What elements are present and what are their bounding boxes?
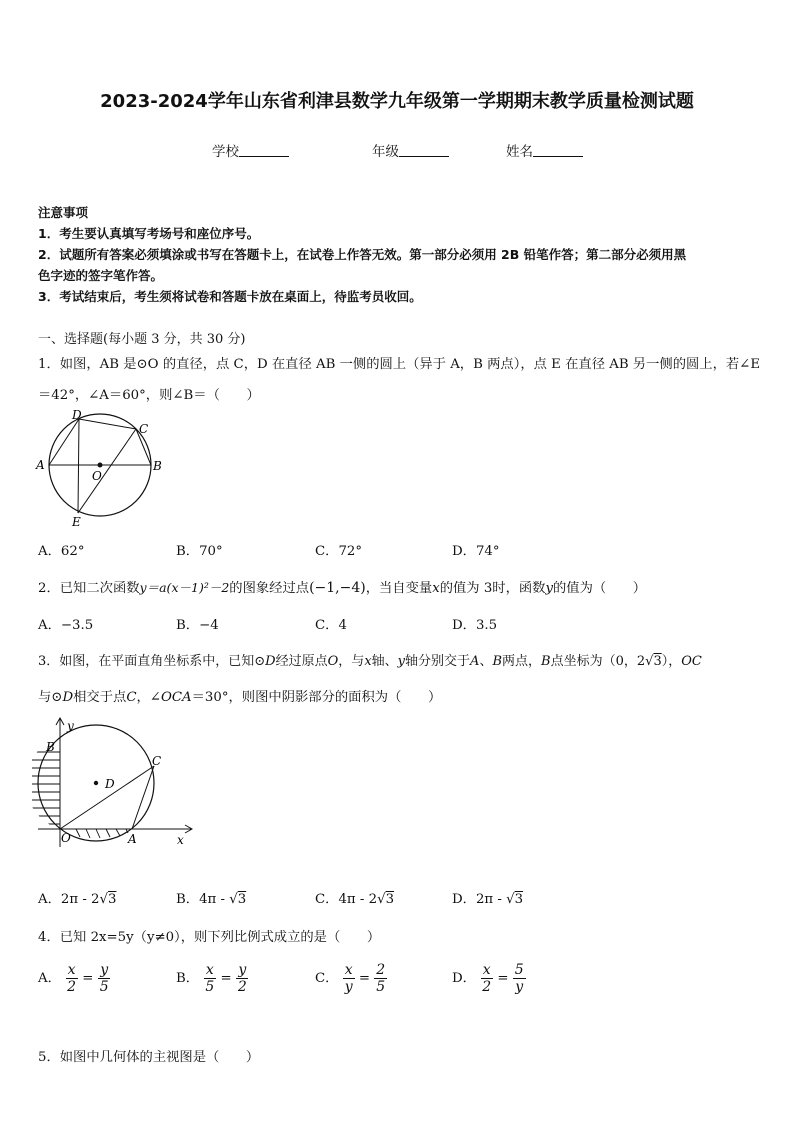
- question-2: [38, 577, 646, 596]
- q3-option-text: A．2π - 2: [38, 892, 100, 907]
- q2-text: 2．已知二次函数: [38, 581, 140, 596]
- q4-option-a[interactable]: A． $\frac{x}{2}$ = $\frac{y}{5}$: [38, 962, 109, 995]
- q3-text: ＝30°，则图中阴影部分的面积为（ ）: [191, 690, 442, 705]
- notice-item: 3．考试结束后，考生须将试卷和答题卡放在桌面上，待监考员收回。: [38, 289, 422, 304]
- label-A: A: [36, 458, 45, 472]
- q3-var: C: [126, 690, 137, 705]
- label-C: C: [139, 422, 149, 436]
- q3-option-radicand: 3: [237, 892, 247, 907]
- fraction: [374, 962, 387, 995]
- q3-text: 轴、: [371, 654, 398, 669]
- q3-option-radicand: 3: [514, 892, 524, 907]
- q3-text: ，与: [338, 654, 365, 669]
- notice-heading: 注意事项: [38, 205, 89, 220]
- q2-option-c[interactable]: C．4: [315, 618, 347, 633]
- q1-option-b[interactable]: B．70°: [176, 544, 223, 559]
- q3-text: 两点，: [502, 654, 542, 669]
- option-label: B．: [176, 971, 200, 986]
- denominator: 5: [99, 979, 109, 995]
- denominator: 2: [482, 979, 492, 995]
- notice-item: 2．试题所有答案必须填涂或书写在答题卡上，在试卷上作答无效。第一部分必须用 2B 铅笔作答；第二部分必须用黑: [38, 247, 687, 262]
- q4-option-d[interactable]: D． $\frac{x}{2}$ = $\frac{5}{y}$: [452, 962, 524, 995]
- fraction: [203, 962, 216, 995]
- numerator: 5: [514, 962, 524, 978]
- question-5: 5．如图中几何体的主视图是（ ）: [38, 1050, 260, 1065]
- fraction: [65, 962, 78, 995]
- numerator: x: [344, 962, 353, 978]
- q2-option-d[interactable]: D．3.5: [452, 618, 498, 633]
- denominator: y: [515, 979, 524, 995]
- q3-text: 、: [479, 654, 493, 669]
- q3-text: 与⊙: [38, 690, 63, 705]
- name-field: [506, 140, 583, 160]
- notice-item: 色字迹的签字笔作答。: [38, 268, 164, 283]
- notice-item: 1．考生要认真填写考场号和座位序号。: [38, 226, 260, 241]
- grade-label: 年级: [372, 144, 399, 160]
- q3-option-text: C．4π - 2: [315, 892, 378, 907]
- q3-text: 轴分别交于: [405, 654, 471, 669]
- label-C: C: [152, 754, 162, 768]
- label-O: O: [92, 469, 102, 483]
- q3-var: B: [492, 654, 503, 669]
- fraction: [98, 962, 111, 995]
- grade-blank: [399, 143, 449, 157]
- name-label: 姓名: [506, 144, 533, 160]
- q3-text: 相交于点: [73, 690, 127, 705]
- section-heading: 一、选择题(每小题 3 分，共 30 分): [38, 332, 246, 347]
- question-3-line1: 3．如图，在平面直角坐标系中，已知⊙D经过原点O，与x轴、y轴分别交于A、B两点，B点坐标为（0，2√3），OC: [38, 654, 702, 669]
- q2-text: 的图象经过点: [229, 581, 310, 596]
- q4-option-b[interactable]: B． $\frac{x}{5}$ = $\frac{y}{2}$: [176, 962, 247, 995]
- q3-text: 经过原点: [275, 654, 328, 669]
- q3-var: x: [364, 654, 372, 669]
- fraction: [513, 962, 526, 995]
- q3-option-b[interactable]: B．4π - √3: [176, 892, 247, 907]
- circle-diagram-q1: [32, 405, 168, 531]
- label-A: A: [128, 832, 137, 846]
- question-4: 4．已知 2x=5y（y≠0），则下列比例式成立的是（ ）: [38, 930, 381, 945]
- question-1-line2: ＝42°，∠A＝60°，则∠B＝（ ）: [38, 388, 260, 403]
- q1-option-c[interactable]: C．72°: [315, 544, 363, 559]
- q2-text: 的值为 3时，函数: [439, 581, 546, 596]
- label-B: B: [153, 459, 162, 473]
- axis-label-y: y: [67, 719, 74, 733]
- q3-var: OCA: [160, 690, 192, 705]
- label-D: D: [105, 777, 115, 791]
- numerator: x: [482, 962, 491, 978]
- label-B: B: [46, 740, 55, 754]
- numerator: y: [238, 962, 247, 978]
- q3-text: 点坐标为（0，2: [550, 654, 646, 669]
- numerator: x: [67, 962, 76, 978]
- q1-option-d[interactable]: D．74°: [452, 544, 500, 559]
- q3-var: A: [470, 654, 480, 669]
- q2-function: y＝a(x－1)²－2: [139, 580, 230, 595]
- denominator: y: [344, 979, 353, 995]
- q3-var: O: [327, 654, 339, 669]
- q3-option-c[interactable]: C．4π - 2√3: [315, 892, 395, 907]
- school-field: [212, 140, 289, 160]
- question-3-line2: [38, 686, 441, 705]
- q3-option-text: D．2π -: [452, 892, 507, 907]
- q3-var: D: [62, 690, 74, 705]
- label-O: O: [61, 831, 71, 845]
- q2-point: (−1,−4): [309, 580, 366, 596]
- denominator: 2: [237, 979, 247, 995]
- q3-option-radicand: 3: [385, 892, 395, 907]
- q2-var-x: x: [432, 581, 440, 596]
- school-blank: [239, 143, 289, 157]
- q3-option-d[interactable]: D．2π - √3: [452, 892, 524, 907]
- numerator: y: [100, 962, 109, 978]
- q3-var: B: [541, 654, 551, 669]
- q3-option-radicand: 3: [108, 892, 117, 907]
- q3-radicand: 3: [653, 654, 662, 669]
- q3-var: y: [397, 654, 406, 669]
- denominator: 5: [205, 979, 215, 995]
- q3-text: ，∠: [136, 690, 161, 705]
- numerator: 2: [376, 962, 386, 978]
- q3-option-text: B．4π -: [176, 892, 230, 907]
- denominator: 2: [67, 979, 77, 995]
- q3-var: OC: [681, 654, 702, 669]
- q4-option-c[interactable]: C． $\frac{x}{y}$ = $\frac{2}{5}$: [315, 962, 386, 995]
- q2-var-y: y: [545, 581, 553, 596]
- q2-text: ，当自变量: [365, 581, 433, 596]
- label-D: D: [72, 408, 82, 422]
- option-label: A．: [38, 971, 61, 986]
- q2-option-b[interactable]: B．−4: [176, 618, 219, 633]
- q3-option-a[interactable]: A．2π - 2√3: [38, 892, 117, 907]
- axis-label-x: x: [177, 833, 184, 847]
- q3-text: 3．如图，在平面直角坐标系中，已知⊙: [38, 654, 266, 669]
- numerator: x: [205, 962, 214, 978]
- grade-field: [372, 140, 449, 160]
- question-1-line1: 1．如图，AB 是⊙O 的直径，点 C，D 在直径 AB 一侧的圆上（异于 A，B 两点），点 E 在直径 AB 另一侧的圆上，若∠E: [38, 357, 761, 372]
- denominator: 5: [376, 979, 386, 995]
- name-blank: [533, 143, 583, 157]
- q1-option-a[interactable]: A．62°: [38, 544, 85, 559]
- fraction: [343, 962, 355, 995]
- option-label: D．: [452, 971, 476, 986]
- coordinate-diagram-q3: [32, 712, 202, 852]
- school-label: 学校: [212, 144, 239, 160]
- q2-option-a[interactable]: A．−3.5: [38, 618, 94, 633]
- q2-text: 的值为（ ）: [552, 581, 647, 596]
- label-E: E: [72, 515, 81, 529]
- fraction: [236, 962, 249, 995]
- fraction: [480, 962, 493, 995]
- page-title: 2023-2024学年山东省利津县数学九年级第一学期期末教学质量检测试题: [100, 91, 694, 112]
- option-label: C．: [315, 971, 339, 986]
- q3-text: ），: [661, 654, 682, 669]
- q3-var: D: [265, 654, 276, 669]
